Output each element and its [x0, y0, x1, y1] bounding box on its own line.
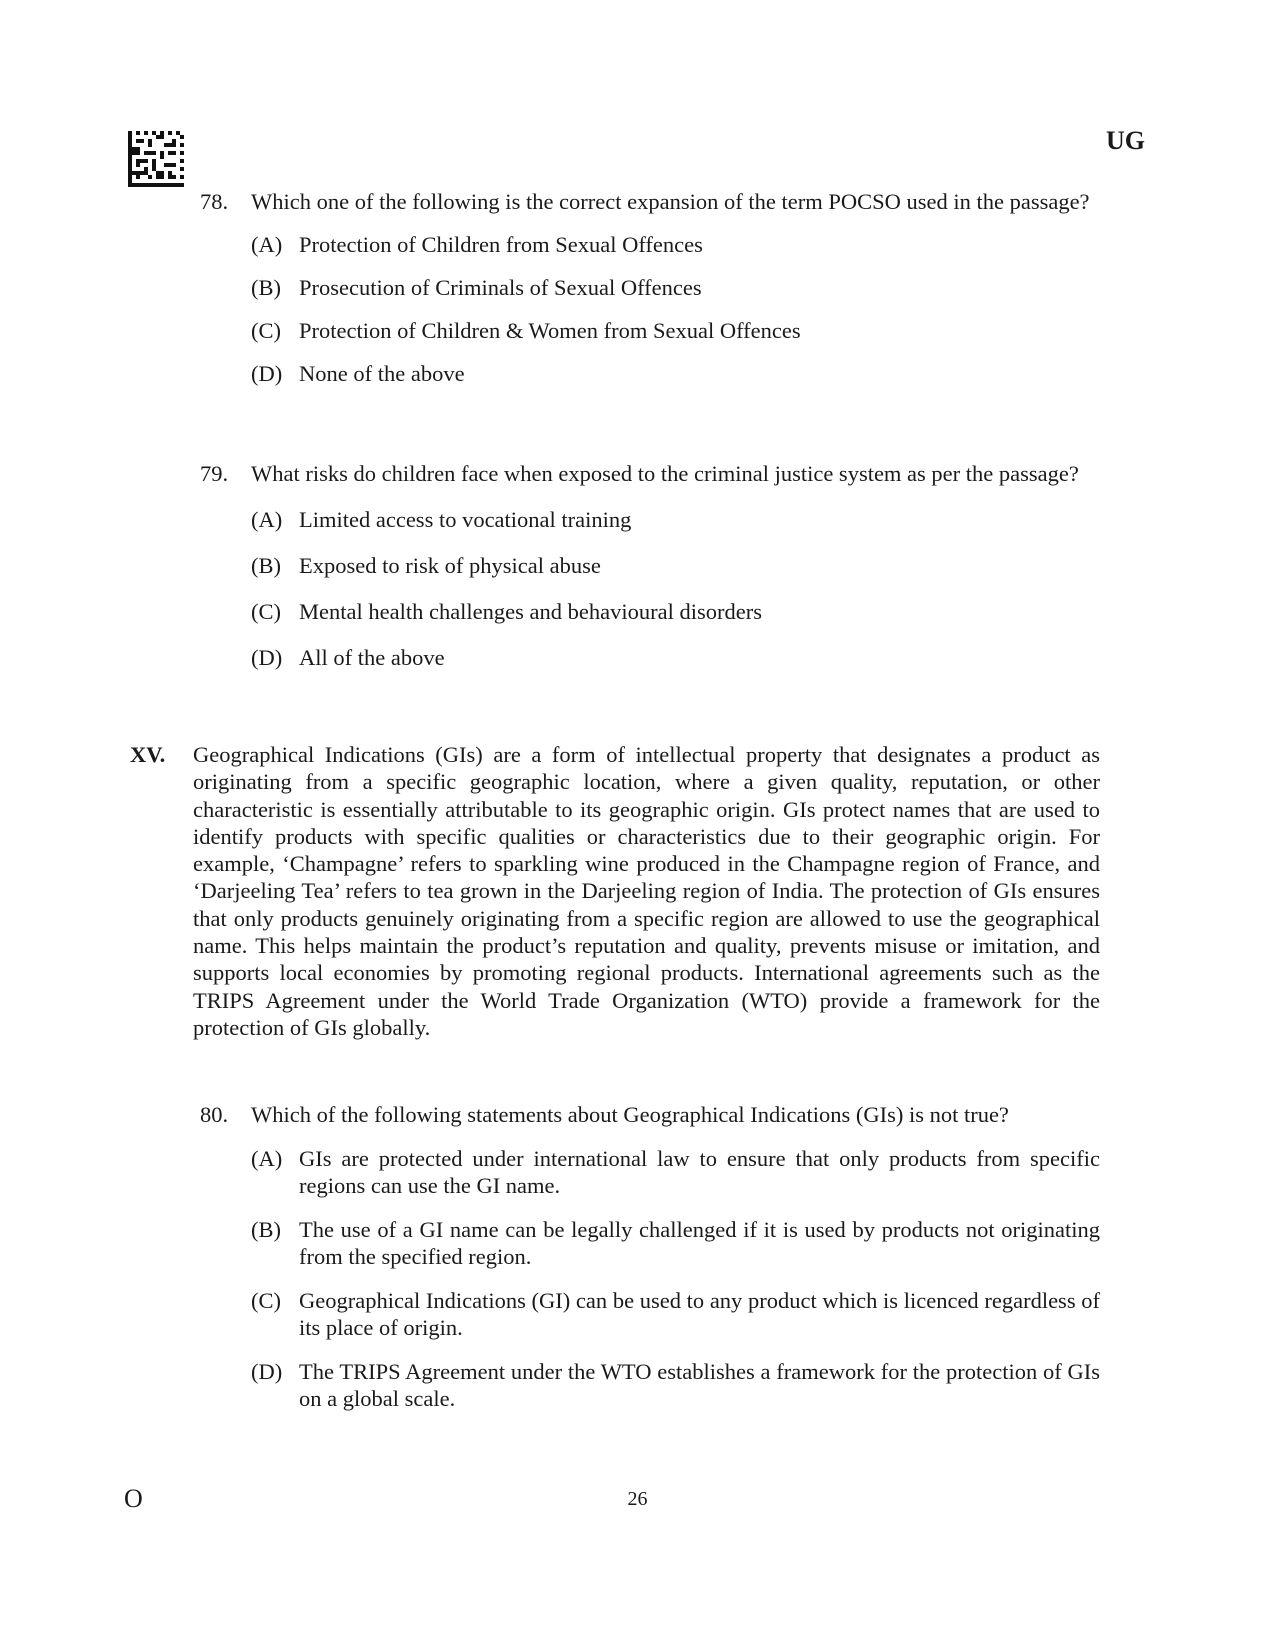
series-code: O [124, 1484, 143, 1513]
question-79 [200, 460, 1100, 671]
option-text: None of the above [299, 361, 465, 386]
option-text: Prosecution of Criminals of Sexual Offences [299, 275, 702, 300]
option-text: Mental health challenges and behavioural disorders [299, 599, 762, 624]
question-78 [200, 188, 1100, 387]
option-label: (D) [251, 361, 283, 386]
option-a [251, 506, 1100, 533]
option-d [251, 1358, 1100, 1412]
option-label: (C) [251, 318, 281, 343]
question-stem: What risks do children face when exposed to the criminal justice system as per the passage? [251, 461, 1079, 486]
passage-text: Geographical Indications (GIs) are a form of intellectual property that designates a product as originating from a specific geographic location, where a given quality, reputation, or other characteristic is essentially attributable to its geographic origin. GIs protect names that are used to identify products with specific qualities or characteristics due to their geographic origin. For example, ‘Champagne’ refers to sparkling wine produced in the Champagne region of France, and ‘Darjeeling Tea’ refers to tea grown in the Darjeeling region of India. The protection of GIs ensures that only products genuinely originating from a specific region are allowed to use the geographical name. This helps maintain the product’s reputation and quality, prevents misuse or imitation, and supports local economies by promoting regional products. International agreements such as the TRIPS Agreement under the World Trade Organization (WTO) provide a framework for the protection of GIs globally. [193, 742, 1100, 1040]
passage-number: XV. [130, 742, 166, 767]
option-d [251, 360, 1100, 387]
option-text: The TRIPS Agreement under the WTO establishes a framework for the protection of GIs on a global scale. [299, 1359, 1100, 1411]
option-label: (B) [251, 553, 281, 578]
option-label: (C) [251, 599, 281, 624]
option-b [251, 552, 1100, 579]
option-c [251, 317, 1100, 344]
option-text: Geographical Indications (GI) can be used to any product which is licenced regardless of its place of origin. [299, 1288, 1100, 1340]
option-c [251, 598, 1100, 625]
passage-xv [130, 741, 1100, 1041]
question-80 [200, 1101, 1100, 1412]
option-label: (A) [251, 1146, 283, 1171]
option-a [251, 1145, 1100, 1199]
option-b [251, 1216, 1100, 1270]
option-text: All of the above [299, 645, 445, 670]
datamatrix-code-icon [128, 131, 184, 187]
option-text: Protection of Children & Women from Sexual Offences [299, 318, 801, 343]
option-text: Exposed to risk of physical abuse [299, 553, 601, 578]
option-label: (A) [251, 232, 283, 257]
option-text: The use of a GI name can be legally challenged if it is used by products not originating from the specified region. [299, 1217, 1100, 1269]
option-text: Limited access to vocational training [299, 507, 632, 532]
option-label: (C) [251, 1288, 281, 1313]
question-number: 80. [200, 1102, 229, 1127]
question-number: 79. [200, 461, 229, 486]
option-label: (A) [251, 507, 283, 532]
question-stem: Which one of the following is the correct expansion of the term POCSO used in the passage? [251, 189, 1090, 214]
page-number: 26 [627, 1488, 648, 1510]
option-b [251, 274, 1100, 301]
question-number: 78. [200, 189, 229, 214]
option-c [251, 1287, 1100, 1341]
option-label: (D) [251, 645, 283, 670]
option-label: (D) [251, 1359, 283, 1384]
question-stem: Which of the following statements about Geographical Indications (GIs) is not true? [251, 1102, 1009, 1127]
option-label: (B) [251, 1217, 281, 1242]
option-text: Protection of Children from Sexual Offences [299, 232, 703, 257]
option-text: GIs are protected under international law to ensure that only products from specific regions can use the GI name. [299, 1146, 1100, 1198]
exam-code: UG [1106, 126, 1145, 155]
option-label: (B) [251, 275, 281, 300]
option-d [251, 644, 1100, 671]
option-a [251, 231, 1100, 258]
